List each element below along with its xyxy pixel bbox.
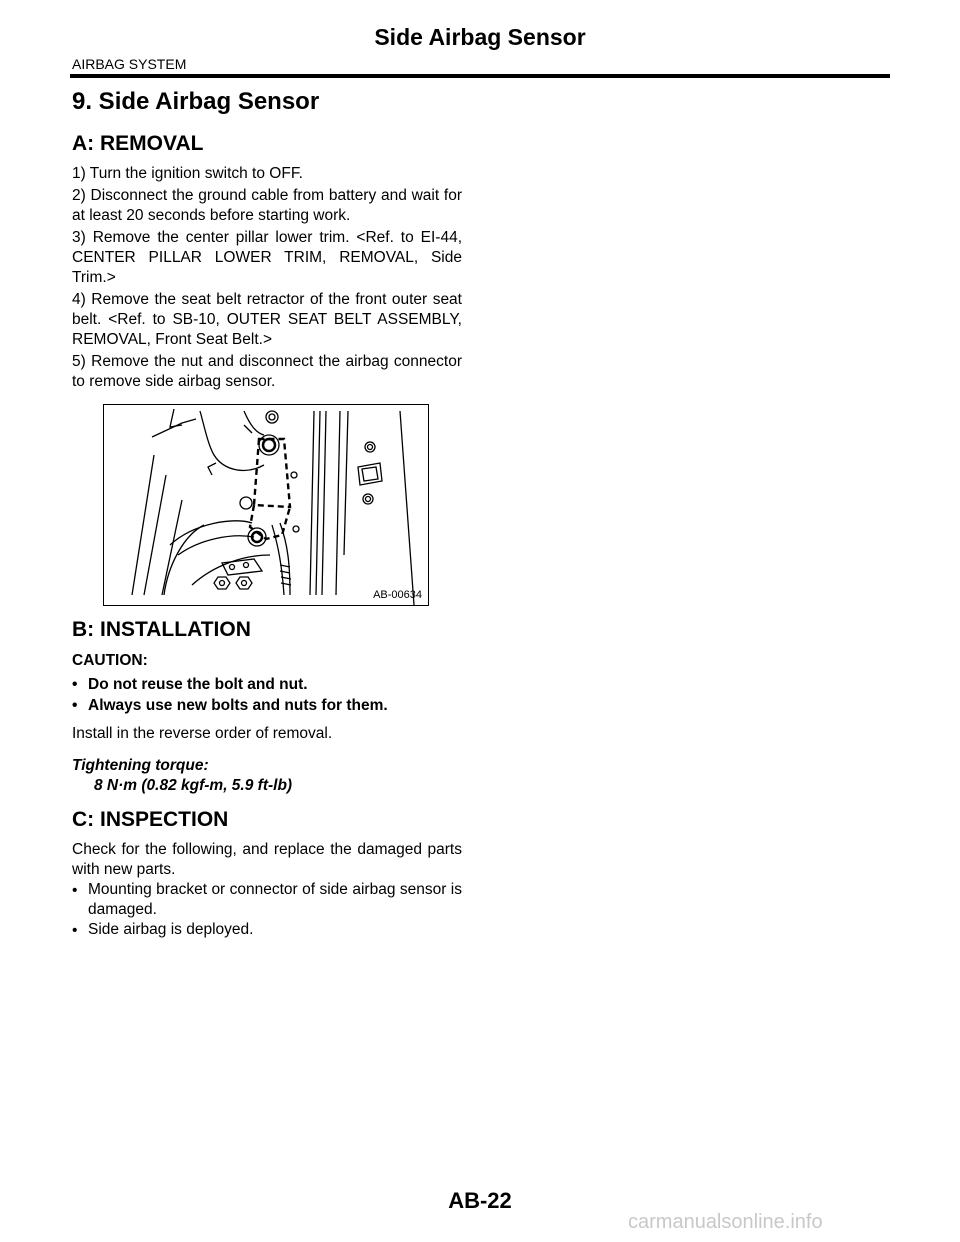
inspection-item-text: Side airbag is deployed. <box>88 921 254 938</box>
inspection-item <box>72 880 462 920</box>
inspection-heading: C: INSPECTION <box>72 808 229 831</box>
bullet-icon: • <box>72 922 78 939</box>
page-header-title: Side Airbag Sensor <box>374 24 586 50</box>
installation-heading: B: INSTALLATION <box>72 618 251 641</box>
bullet-icon: • <box>72 697 78 714</box>
caution-item <box>72 674 462 695</box>
watermark: carmanualsonline.info <box>628 1211 823 1233</box>
caution-text: Do not reuse the bolt and nut. <box>88 676 308 693</box>
inspection-item-text: Mounting bracket or connector of side airbag sensor is damaged. <box>88 881 462 918</box>
page-title: 9. Side Airbag Sensor <box>72 88 320 115</box>
removal-step-4: 4) Remove the seat belt retractor of the front outer seat belt. <Ref. to SB-10, OUTER SEAT BELT ASSEMBLY, REMOVAL, Front Seat Belt.> <box>72 291 462 348</box>
inspection-text: Check for the following, and replace the damaged parts with new parts. <box>72 841 462 878</box>
caution-item <box>72 695 462 716</box>
removal-heading: A: REMOVAL <box>72 132 204 155</box>
main-content <box>72 86 462 941</box>
figure-id: AB-00634 <box>373 589 422 601</box>
removal-step-5: 5) Remove the nut and disconnect the airbag connector to remove side airbag sensor. <box>72 353 462 390</box>
removal-illustration <box>103 404 429 606</box>
removal-step-3: 3) Remove the center pillar lower trim. <Ref. to EI-44, CENTER PILLAR LOWER TRIM, REMOVAL, Side Trim.> <box>72 229 462 286</box>
bullet-icon: • <box>72 882 78 899</box>
sensor-location-drawing <box>104 405 428 605</box>
caution-text: Always use new bolts and nuts for them. <box>88 697 388 714</box>
removal-step-1: 1) Turn the ignition switch to OFF. <box>72 165 303 182</box>
section-label: AIRBAG SYSTEM <box>72 56 187 72</box>
inspection-item <box>72 920 462 941</box>
torque-value: 8 N·m (0.82 kgf-m, 5.9 ft-lb) <box>94 777 293 794</box>
installation-text: Install in the reverse order of removal. <box>72 725 333 742</box>
removal-step-2: 2) Disconnect the ground cable from battery and wait for at least 20 seconds before starting work. <box>72 187 462 224</box>
page-number: AB-22 <box>448 1188 512 1213</box>
caution-title: CAUTION: <box>72 652 148 669</box>
torque-title: Tightening torque: <box>72 757 209 774</box>
bullet-icon: • <box>72 676 78 693</box>
header-divider <box>70 74 890 78</box>
